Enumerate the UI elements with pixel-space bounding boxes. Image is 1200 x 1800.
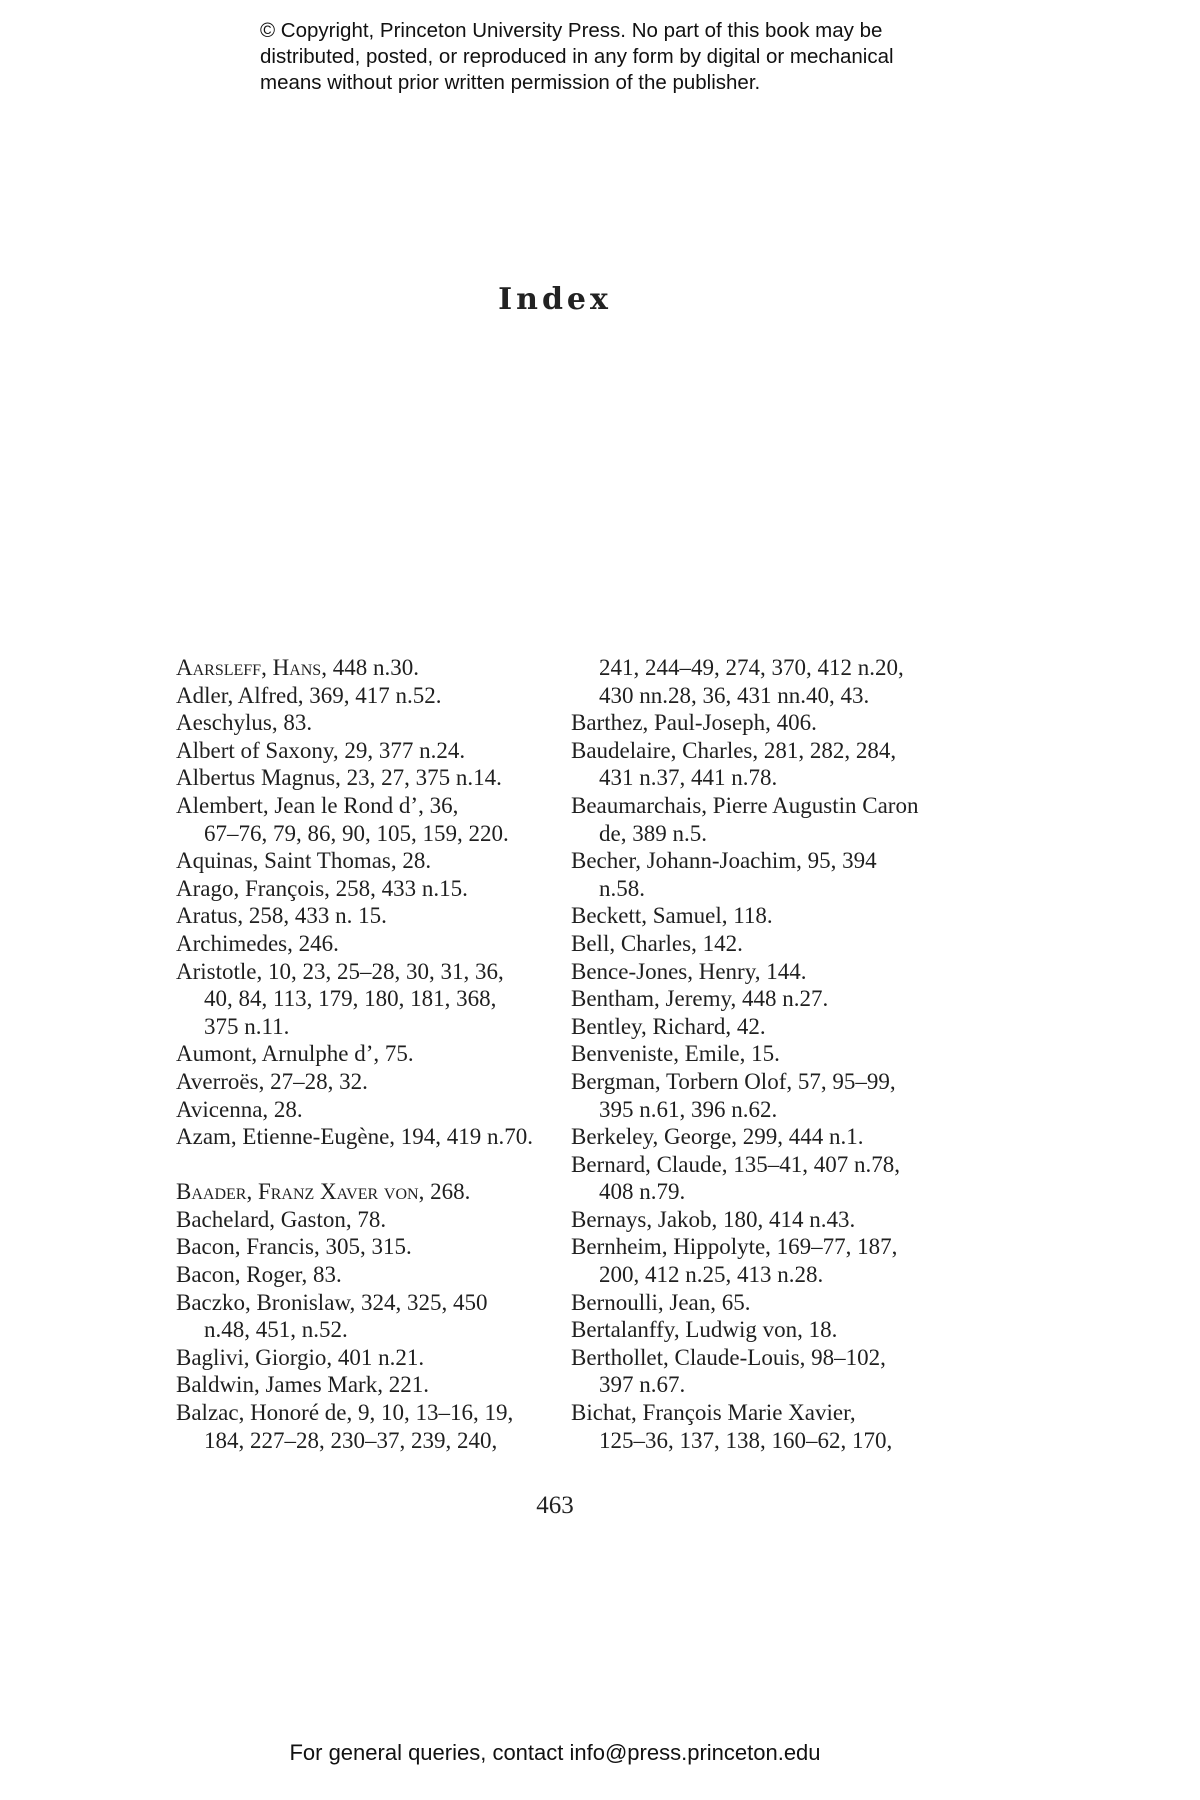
index-entry: Avicenna, 28. bbox=[176, 1096, 303, 1122]
index-entry: Baczko, Bronislaw, 324, 325, 450 bbox=[176, 1289, 488, 1315]
index-entry: Becher, Johann-Joachim, 95, 394 bbox=[571, 848, 877, 874]
index-entry-continuation: 67–76, 79, 86, 90, 105, 159, 220. bbox=[204, 820, 509, 846]
index-entry bbox=[176, 1178, 546, 1206]
index-entry: Bacon, Roger, 83. bbox=[176, 1262, 342, 1288]
index-entry: Bernoulli, Jean, 65. bbox=[571, 1289, 751, 1315]
index-entry: Azam, Etienne-Eugène, 194, 419 n.70. bbox=[176, 1124, 534, 1150]
index-entry: Beaumarchais, Pierre Augustin Caron bbox=[571, 792, 919, 818]
copyright-line: distributed, posted, or reproduced in any form by digital or mechanical bbox=[260, 45, 894, 68]
index-entry: Bentley, Richard, 42. bbox=[571, 1013, 766, 1039]
index-entry: Barthez, Paul-Joseph, 406. bbox=[571, 710, 817, 736]
index-entry: Aquinas, Saint Thomas, 28. bbox=[176, 848, 432, 874]
index-entry: Aristotle, 10, 23, 25–28, 30, 31, 36, bbox=[176, 958, 504, 984]
index-entry-pages: , 268. bbox=[418, 1179, 471, 1205]
index-entry: Bernheim, Hippolyte, 169–77, 187, bbox=[571, 1234, 898, 1260]
index-entry: Berthollet, Claude-Louis, 98–102, bbox=[571, 1344, 886, 1370]
page-number: 463 bbox=[536, 1492, 574, 1519]
index-entry-continuation: 395 n.61, 396 n.62. bbox=[599, 1096, 778, 1122]
copyright-notice bbox=[260, 18, 980, 96]
index-entry-continuation: 430 nn.28, 36, 431 nn.40, 43. bbox=[599, 682, 870, 708]
index-entry-headword: Baader, Franz Xaver von bbox=[176, 1179, 419, 1205]
index-entry: Aumont, Arnulphe d’, 75. bbox=[176, 1041, 414, 1067]
copyright-line: © Copyright, Princeton University Press. No part of this book may be bbox=[260, 19, 883, 42]
copyright-line: means without prior written permission of the publisher. bbox=[260, 71, 761, 94]
index-entry: Averroës, 27–28, 32. bbox=[176, 1068, 368, 1094]
index-entry-continuation: 408 n.79. bbox=[599, 1179, 686, 1205]
index-entry: Bell, Charles, 142. bbox=[571, 930, 743, 956]
index-entry: Archimedes, 246. bbox=[176, 930, 339, 956]
index-entry-continuation: 184, 227–28, 230–37, 239, 240, bbox=[204, 1427, 498, 1453]
index-entry-continuation: 375 n.11. bbox=[204, 1013, 290, 1039]
index-entry: Bernays, Jakob, 180, 414 n.43. bbox=[571, 1206, 856, 1232]
index-entry-continuation: 125–36, 137, 138, 160–62, 170, bbox=[599, 1427, 893, 1453]
index-entry-continuation: 431 n.37, 441 n.78. bbox=[599, 765, 778, 791]
index-entry: Bertalanffy, Ludwig von, 18. bbox=[571, 1317, 838, 1343]
index-entry-continuation: 40, 84, 113, 179, 180, 181, 368, bbox=[204, 986, 497, 1012]
index-entry: Bentham, Jeremy, 448 n.27. bbox=[571, 986, 829, 1012]
index-entry: Bergman, Torbern Olof, 57, 95–99, bbox=[571, 1068, 896, 1094]
index-entry: Beckett, Samuel, 118. bbox=[571, 903, 773, 929]
index-entry: Albertus Magnus, 23, 27, 375 n.14. bbox=[176, 765, 502, 791]
index-entry: Alembert, Jean le Rond d’, 36, bbox=[176, 792, 459, 818]
index-entry-headword: Aarsleff, Hans bbox=[176, 655, 322, 680]
letter-group-spacer bbox=[176, 1151, 546, 1179]
index-entry-continuation: de, 389 n.5. bbox=[599, 820, 707, 846]
index-entry: Baudelaire, Charles, 281, 282, 284, bbox=[571, 737, 897, 763]
index-entry: Aratus, 258, 433 n. 15. bbox=[176, 903, 387, 929]
index-entry: Bence-Jones, Henry, 144. bbox=[571, 958, 807, 984]
index-entry: Balzac, Honoré de, 9, 10, 13–16, 19, bbox=[176, 1400, 514, 1426]
index-column-right bbox=[571, 654, 951, 1454]
index-entry: Bernard, Claude, 135–41, 407 n.78, bbox=[571, 1151, 900, 1177]
index-entry-continuation: 200, 412 n.25, 413 n.28. bbox=[599, 1262, 824, 1288]
index-entry: Arago, François, 258, 433 n.15. bbox=[176, 875, 468, 901]
index-entry: Adler, Alfred, 369, 417 n.52. bbox=[176, 682, 442, 708]
page-title: Index bbox=[498, 282, 612, 317]
index-entry: Baglivi, Giorgio, 401 n.21. bbox=[176, 1344, 425, 1370]
index-column-left bbox=[176, 654, 546, 1454]
index-entry: Albert of Saxony, 29, 377 n.24. bbox=[176, 737, 466, 763]
index-entry-continuation: 241, 244–49, 274, 370, 412 n.20, bbox=[599, 655, 904, 680]
index-entry: Bichat, François Marie Xavier, bbox=[571, 1400, 856, 1426]
index-entry: Aeschylus, 83. bbox=[176, 710, 313, 736]
index-entry-continuation: n.58. bbox=[599, 875, 645, 901]
index-entry bbox=[176, 654, 546, 682]
index-entry: Bacon, Francis, 305, 315. bbox=[176, 1234, 412, 1260]
index-entry-pages: , 448 n.30. bbox=[321, 655, 419, 680]
index-entry: Benveniste, Emile, 15. bbox=[571, 1041, 780, 1067]
index-entry: Bachelard, Gaston, 78. bbox=[176, 1206, 387, 1232]
index-entry: Baldwin, James Mark, 221. bbox=[176, 1372, 429, 1398]
index-entry: Berkeley, George, 299, 444 n.1. bbox=[571, 1124, 864, 1150]
footer-contact: For general queries, contact info@press.princeton.edu bbox=[289, 1740, 821, 1765]
index-entry-continuation: n.48, 451, n.52. bbox=[204, 1317, 348, 1343]
index-entry-continuation: 397 n.67. bbox=[599, 1372, 686, 1398]
